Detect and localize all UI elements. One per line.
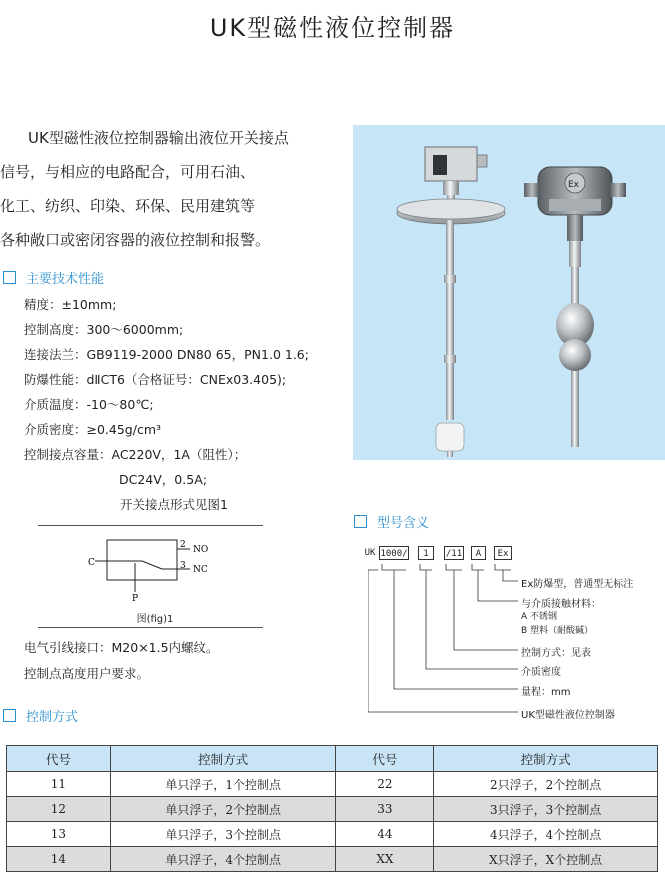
specs-heading-label: 主要技术性能 bbox=[26, 272, 105, 287]
table-header-cell: 代号 bbox=[7, 746, 111, 772]
product-photo bbox=[353, 125, 665, 460]
table-cell: 44 bbox=[336, 822, 434, 847]
model-heading-label: 型号含义 bbox=[377, 516, 430, 531]
label-no-num: 2 bbox=[180, 540, 186, 550]
table-cell: 22 bbox=[336, 772, 434, 797]
specs-list bbox=[24, 292, 344, 517]
explosion-proof-controller-illustration bbox=[524, 167, 626, 447]
model-leader-lines bbox=[368, 546, 665, 726]
wiring-line: 电气引线接口：M20×1.5内螺纹。 bbox=[24, 640, 219, 655]
switch-contact-diagram bbox=[80, 535, 230, 607]
table-cell: 12 bbox=[7, 797, 111, 822]
model-label-material-title: 与介质接触材料： bbox=[521, 599, 601, 610]
spec-item: 介质密度：≥0.45g/cm³ bbox=[24, 422, 162, 437]
table-row bbox=[7, 797, 658, 822]
intro-line: 各种敞口或密闭容器的液位控制和报警。 bbox=[0, 231, 271, 249]
page-title: UK型磁性液位控制器 bbox=[209, 14, 456, 42]
spec-item: 连接法兰：GB9119-2000 DN80 65，PN1.0 1.6; bbox=[24, 347, 309, 362]
spec-item: 开关接点形式见图1 bbox=[120, 497, 228, 512]
checkbox-square-icon bbox=[3, 709, 16, 722]
intro-line: UK型磁性液位控制器输出液位开关接点 bbox=[28, 129, 289, 147]
product-illustration bbox=[353, 125, 665, 460]
table-cell: 33 bbox=[336, 797, 434, 822]
table-cell: 11 bbox=[7, 772, 111, 797]
checkbox-square-icon bbox=[354, 515, 367, 528]
wiring-line: 控制点高度用户要求。 bbox=[24, 666, 150, 681]
table-cell: X只浮子，X个控制点 bbox=[434, 847, 658, 872]
table-cell: 单只浮子，4个控制点 bbox=[110, 847, 336, 872]
model-label-range: 量程：mm bbox=[521, 687, 571, 698]
table-header-cell: 代号 bbox=[336, 746, 434, 772]
intro-line: 化工、纺织、印染、环保、民用建筑等 bbox=[0, 197, 256, 215]
model-code-diagram bbox=[364, 546, 665, 726]
spec-item: 防爆性能：dⅡCT6（合格证号：CNEx03.405); bbox=[24, 372, 287, 387]
table-cell: 4只浮子，4个控制点 bbox=[434, 822, 658, 847]
ex-mark-label: Ex bbox=[568, 180, 580, 190]
table-header-cell: 控制方式 bbox=[110, 746, 336, 772]
spec-item: 介质温度：-10～80℃; bbox=[24, 397, 154, 412]
label-p: P bbox=[132, 594, 139, 604]
spec-item: 控制高度：300～6000mm; bbox=[24, 322, 184, 337]
control-method-table bbox=[6, 745, 658, 872]
control-heading-label: 控制方式 bbox=[26, 710, 79, 725]
spec-item: 控制接点容量：AC220V，1A（阻性）； bbox=[24, 447, 247, 462]
model-label-material-b: B 塑料（耐酸碱） bbox=[521, 626, 594, 636]
table-cell: 单只浮子，3个控制点 bbox=[110, 822, 336, 847]
intro-paragraph bbox=[0, 121, 335, 257]
standard-controller-illustration bbox=[397, 147, 505, 457]
table-cell: 单只浮子，2个控制点 bbox=[110, 797, 336, 822]
specs-heading bbox=[3, 268, 104, 287]
code-part: 1 bbox=[418, 546, 434, 560]
table-cell: 单只浮子，1个控制点 bbox=[110, 772, 336, 797]
model-label-name: UK型磁性液位控制器 bbox=[521, 710, 615, 721]
model-heading bbox=[354, 512, 429, 531]
intro-line: 信号，与相应的电路配合，可用石油、 bbox=[0, 163, 256, 181]
code-part: A bbox=[471, 546, 486, 560]
model-label-control: 控制方式：见表 bbox=[521, 648, 591, 659]
label-nc-num: 3 bbox=[180, 561, 186, 571]
wiring-notes bbox=[24, 635, 344, 687]
table-row bbox=[7, 822, 658, 847]
label-nc: NC bbox=[193, 565, 208, 575]
model-label-ex: Ex防爆型，普通型无标注 bbox=[521, 579, 634, 590]
table-row bbox=[7, 847, 658, 872]
label-no: NO bbox=[193, 545, 209, 555]
code-part: /11 bbox=[444, 546, 464, 560]
control-heading bbox=[3, 706, 78, 725]
spec-item: 精度：±10mm; bbox=[24, 297, 117, 312]
model-label-density: 介质密度 bbox=[521, 667, 561, 678]
code-part: Ex bbox=[494, 546, 512, 560]
label-c: C bbox=[88, 558, 95, 568]
table-header-cell: 控制方式 bbox=[434, 746, 658, 772]
figure-bottom-divider bbox=[38, 627, 263, 628]
checkbox-square-icon bbox=[3, 271, 16, 284]
table-row bbox=[7, 772, 658, 797]
table-cell: XX bbox=[336, 847, 434, 872]
table-cell: 13 bbox=[7, 822, 111, 847]
table-cell: 2只浮子，2个控制点 bbox=[434, 772, 658, 797]
table-cell: 3只浮子，3个控制点 bbox=[434, 797, 658, 822]
table-header-row bbox=[7, 746, 658, 772]
spec-item: DC24V，0.5A; bbox=[119, 472, 207, 487]
figure-caption: 图(fig)1 bbox=[136, 614, 174, 625]
table-cell: 14 bbox=[7, 847, 111, 872]
code-part: 1000/ bbox=[379, 546, 409, 560]
model-label-material-a: A 不锈钢 bbox=[521, 612, 558, 622]
figure-top-divider bbox=[38, 525, 263, 526]
code-part: UK bbox=[364, 548, 376, 558]
